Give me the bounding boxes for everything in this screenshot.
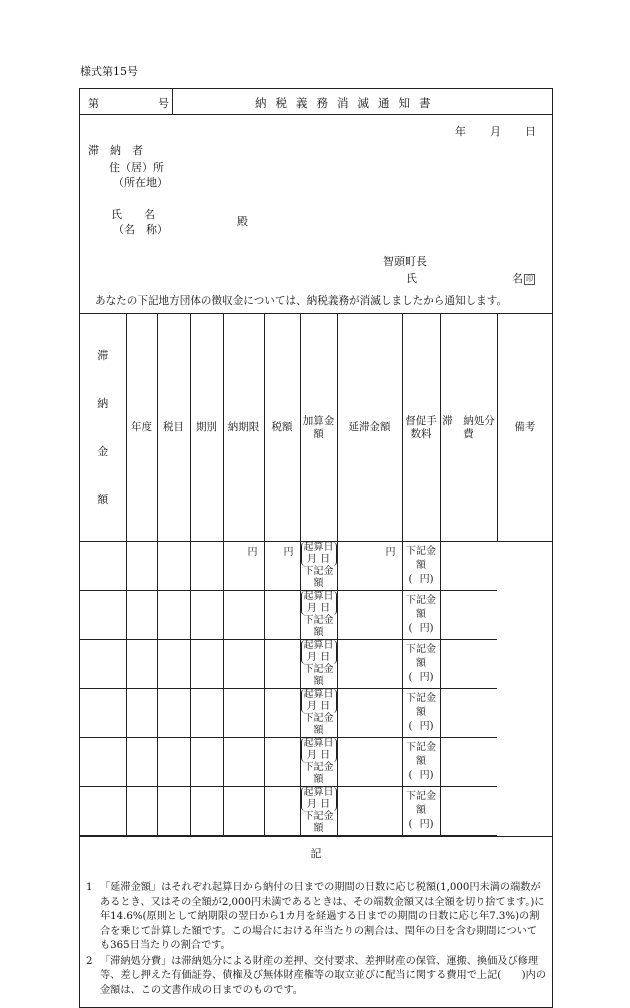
note-item [86, 955, 546, 999]
cell-zeimoku[interactable] [126, 738, 157, 787]
col-biko: 備考 [497, 314, 552, 542]
cell-biko[interactable] [440, 542, 497, 591]
table-row [80, 640, 552, 689]
cell-nendo[interactable] [80, 591, 126, 640]
issuer-name-shi: 氏 [406, 272, 417, 285]
table-row [80, 591, 552, 640]
note-text: 「延滞金額」はそれぞれ起算日から納付の日までの期間の日数に応じ税額(1,000円未満の端数があるとき、又はその全額が2,000円未満であるときは、その端数金額又は全額を切り捨てます。)に年14.6%(原則として納期限の翌日から1カ月を経過する日までの期間の日数に応じ年7.3%)の割合を乗じて計算した額です。この場合における年当たりの割合は、閏年の日を含む期間についても365日当たりの割合です。 [100, 882, 545, 951]
cell-zeigaku[interactable] [223, 689, 264, 738]
kisan-bracket: 起算日 月 日 [301, 689, 337, 713]
header-row [80, 89, 552, 115]
cell-entai[interactable]: 起算日 月 日 下記金額 [300, 689, 337, 738]
document-number-cell [80, 89, 173, 114]
cell-entai[interactable]: 起算日 月 日 下記金額 [300, 640, 337, 689]
cell-kasan[interactable] [264, 787, 300, 836]
cell-kasan[interactable] [264, 591, 300, 640]
arrears-side-label: 滞 納 金 額 [80, 314, 126, 542]
date-month: 月 [490, 125, 501, 138]
yen-unit: 円 [247, 547, 258, 558]
number-suffix: 号 [158, 97, 169, 110]
cell-tokusoku[interactable] [337, 787, 402, 836]
cell-biko[interactable] [440, 787, 497, 836]
cell-biko[interactable] [440, 689, 497, 738]
cell-kasan[interactable] [264, 738, 300, 787]
cell-zeimoku[interactable] [126, 689, 157, 738]
cell-zeigaku[interactable] [223, 542, 264, 591]
cell-zeimoku[interactable] [126, 787, 157, 836]
number-prefix: 第 [88, 97, 99, 110]
cell-tokusoku[interactable] [337, 689, 402, 738]
cell-zeigaku[interactable] [223, 591, 264, 640]
seal-mark: 印 [526, 274, 533, 283]
cell-shobun[interactable]: 下記金額 ( 円) [402, 591, 440, 640]
cell-shobun[interactable]: 下記金額 ( 円) [402, 787, 440, 836]
cell-tokusoku[interactable] [337, 542, 402, 591]
note-number: 2 [86, 955, 93, 967]
note-text: 「滞納処分費」は滞納処分による財産の差押、交付要求、差押財産の保管、運搬、換価及び修理等、差し押えた有価証券、債権及び無体財産権等の取立並びに配当に関する費用で上記( )内の金額は、この文書作成の日までのものです。 [100, 955, 547, 996]
arrears-table [80, 314, 552, 836]
honorific-label: 殿 [237, 215, 248, 228]
cell-shobun[interactable]: 下記金額 ( 円) [402, 689, 440, 738]
cell-nendo[interactable] [80, 689, 126, 738]
address-label: 住（居）所 [109, 161, 164, 174]
notice-form [79, 88, 553, 1008]
cell-zeigaku[interactable] [223, 787, 264, 836]
notes-section [80, 836, 552, 1007]
yen-unit: 円 [385, 547, 396, 558]
col-entai: 延滞金額 [337, 314, 402, 542]
cell-kinoogen[interactable] [190, 591, 223, 640]
cell-shobun[interactable]: 下記金額 ( 円) [402, 738, 440, 787]
kisan-bracket: 起算日 月 日 [301, 640, 337, 664]
cell-kinoogen[interactable] [190, 640, 223, 689]
cell-kasan[interactable] [264, 640, 300, 689]
cell-zeimoku[interactable] [126, 591, 157, 640]
cell-biko[interactable] [440, 738, 497, 787]
cell-kibetsu[interactable] [157, 640, 190, 689]
cell-kibetsu[interactable] [157, 591, 190, 640]
notes-heading: 記 [310, 847, 322, 860]
table-row [80, 738, 552, 787]
cell-zeimoku[interactable] [126, 542, 157, 591]
table-row [80, 542, 552, 591]
cell-zeigaku[interactable] [223, 738, 264, 787]
col-zeigaku: 税額 [264, 314, 300, 542]
col-shobun: 滞 納処分費 [440, 314, 497, 542]
date-year: 年 [455, 125, 466, 138]
cell-kibetsu[interactable] [157, 689, 190, 738]
kisan-bracket: 起算日 月 日 [301, 542, 337, 566]
col-kibetsu: 期別 [190, 314, 223, 542]
col-kinoogen: 納期限 [223, 314, 264, 542]
col-tokusoku: 督促手数料 [402, 314, 440, 542]
cell-kinoogen[interactable] [190, 738, 223, 787]
cell-kibetsu[interactable] [157, 738, 190, 787]
cell-kibetsu[interactable] [157, 787, 190, 836]
form-number-label: 様式第15号 [80, 65, 138, 78]
table-row [80, 689, 552, 738]
cell-shobun[interactable]: 下記金額 ( 円) [402, 640, 440, 689]
cell-kasan[interactable] [264, 542, 300, 591]
cell-kinoogen[interactable] [190, 689, 223, 738]
issuer-name-mei: 名 印 [512, 272, 533, 285]
yen-unit: 円 [283, 547, 294, 558]
cell-tokusoku[interactable] [337, 738, 402, 787]
note-item [86, 881, 546, 954]
col-zeimoku: 税目 [157, 314, 190, 542]
cell-nendo[interactable] [80, 542, 126, 591]
cell-entai[interactable]: 起算日 月 日 下記金額 [300, 738, 337, 787]
cell-kibetsu[interactable] [157, 542, 190, 591]
address-sub-label: （所在地） [113, 176, 168, 189]
kisan-bracket: 起算日 月 日 [301, 738, 337, 762]
cell-nendo[interactable] [80, 738, 126, 787]
cell-biko[interactable] [440, 591, 497, 640]
table-header-row [80, 314, 552, 542]
cell-zeimoku[interactable] [126, 640, 157, 689]
cell-tokusoku[interactable] [337, 640, 402, 689]
document-title: 納税義務消滅通知書 [255, 96, 440, 110]
cell-kinoogen[interactable] [190, 542, 223, 591]
table-row [80, 787, 552, 836]
cell-kasan[interactable] [264, 689, 300, 738]
name-label: 氏 名 [111, 208, 155, 221]
cell-entai[interactable]: 起算日 月 日 下記金額 [300, 542, 337, 591]
issuer-title: 智頭町長 [383, 255, 427, 268]
cell-shobun[interactable]: 下記金額 ( 円) [402, 542, 440, 591]
date-day: 日 [525, 125, 536, 138]
cell-zeigaku[interactable] [223, 640, 264, 689]
cell-entai[interactable]: 起算日 月 日 下記金額 [300, 591, 337, 640]
name-sub-label: （名 称） [113, 223, 168, 236]
addressee-section [80, 115, 552, 314]
notice-sentence: あなたの下記地方団体の徴収金については、納税義務が消滅しましたから通知します。 [95, 295, 508, 307]
cell-kinoogen[interactable] [190, 787, 223, 836]
cell-nendo[interactable] [80, 787, 126, 836]
col-nendo: 年度 [126, 314, 157, 542]
cell-biko[interactable] [440, 640, 497, 689]
cell-tokusoku[interactable] [337, 591, 402, 640]
kisan-bracket: 起算日 月 日 [301, 787, 337, 811]
note-number: 1 [86, 882, 93, 893]
cell-nendo[interactable] [80, 640, 126, 689]
col-kasan: 加算金額 [300, 314, 337, 542]
cell-entai[interactable]: 起算日 月 日 下記金額 [300, 787, 337, 836]
kisan-bracket: 起算日 月 日 [301, 591, 337, 615]
taxpayer-heading: 滞 納 者 [88, 144, 143, 157]
